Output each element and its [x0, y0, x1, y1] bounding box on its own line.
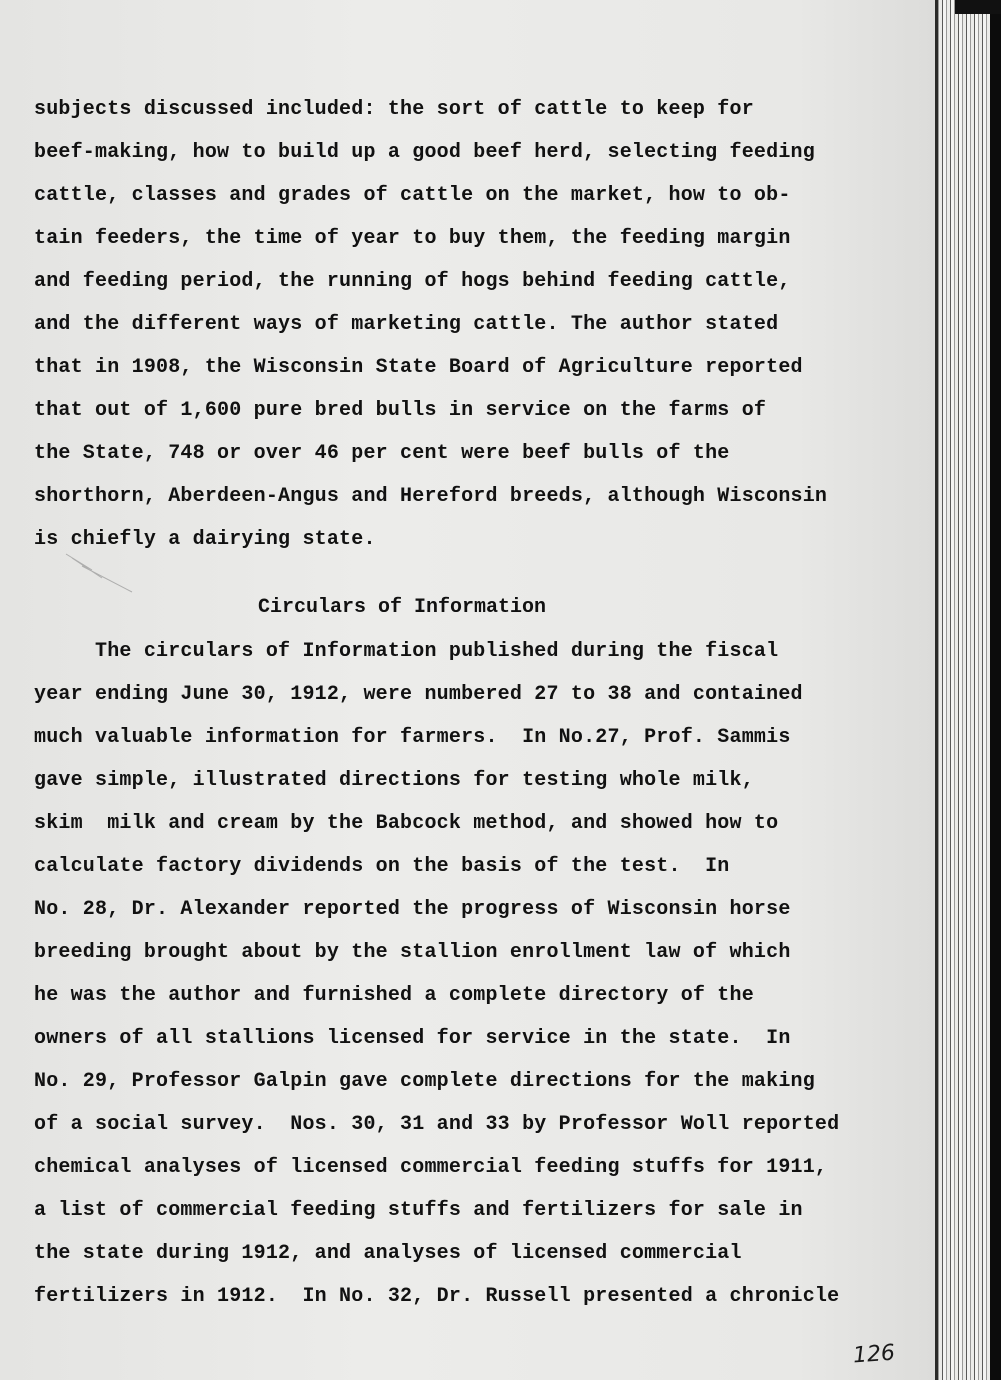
text-line: subjects discussed included: the sort of cattle to keep for — [34, 98, 754, 121]
page-number: 126 — [852, 1340, 896, 1369]
section-heading: Circulars of Information — [258, 596, 547, 619]
text-line: the State, 748 or over 46 per cent were beef bulls of the — [34, 442, 730, 465]
text-line: of a social survey. Nos. 30, 31 and 33 by Professor Woll reported — [34, 1113, 840, 1136]
text-line: he was the author and furnished a complete directory of the — [34, 984, 754, 1007]
text-line: a list of commercial feeding stuffs and fertilizers for sale in — [34, 1199, 803, 1222]
text-line: the state during 1912, and analyses of licensed commercial — [34, 1242, 742, 1265]
text-line: much valuable information for farmers. In No.27, Prof. Sammis — [34, 726, 791, 749]
text-line: and the different ways of marketing cattle. The author stated — [34, 313, 779, 336]
scan-border — [990, 0, 1001, 1380]
text-line: No. 29, Professor Galpin gave complete directions for the making — [34, 1070, 815, 1093]
text-line: calculate factory dividends on the basis of the test. In — [34, 855, 730, 878]
text-line: The circulars of Information published during the fiscal — [34, 640, 779, 663]
text-line: gave simple, illustrated directions for testing whole milk, — [34, 769, 754, 792]
text-line: skim milk and cream by the Babcock method, and showed how to — [34, 812, 779, 835]
text-line: chemical analyses of licensed commercial feeding stuffs for 1911, — [34, 1156, 828, 1179]
text-line: shorthorn, Aberdeen-Angus and Hereford breeds, although Wisconsin — [34, 485, 828, 508]
text-line: beef-making, how to build up a good beef herd, selecting feeding — [34, 141, 815, 164]
text-line: that in 1908, the Wisconsin State Board of Agriculture reported — [34, 356, 803, 379]
text-line: is chiefly a dairying state. — [34, 528, 376, 551]
text-line: owners of all stallions licensed for service in the state. In — [34, 1027, 791, 1050]
ink-smudge — [62, 548, 142, 598]
scan-corner — [955, 0, 1001, 14]
text-line: cattle, classes and grades of cattle on the market, how to ob- — [34, 184, 791, 207]
text-line: fertilizers in 1912. In No. 32, Dr. Russell presented a chronicle — [34, 1285, 840, 1308]
text-line: breeding brought about by the stallion enrollment law of which — [34, 941, 791, 964]
text-line: No. 28, Dr. Alexander reported the progress of Wisconsin horse — [34, 898, 791, 921]
text-line: year ending June 30, 1912, were numbered 27 to 38 and contained — [34, 683, 803, 706]
text-line: tain feeders, the time of year to buy them, the feeding margin — [34, 227, 791, 250]
text-line: and feeding period, the running of hogs behind feeding cattle, — [34, 270, 791, 293]
binding-shadow-line — [935, 0, 938, 1380]
text-line: that out of 1,600 pure bred bulls in service on the farms of — [34, 399, 767, 422]
